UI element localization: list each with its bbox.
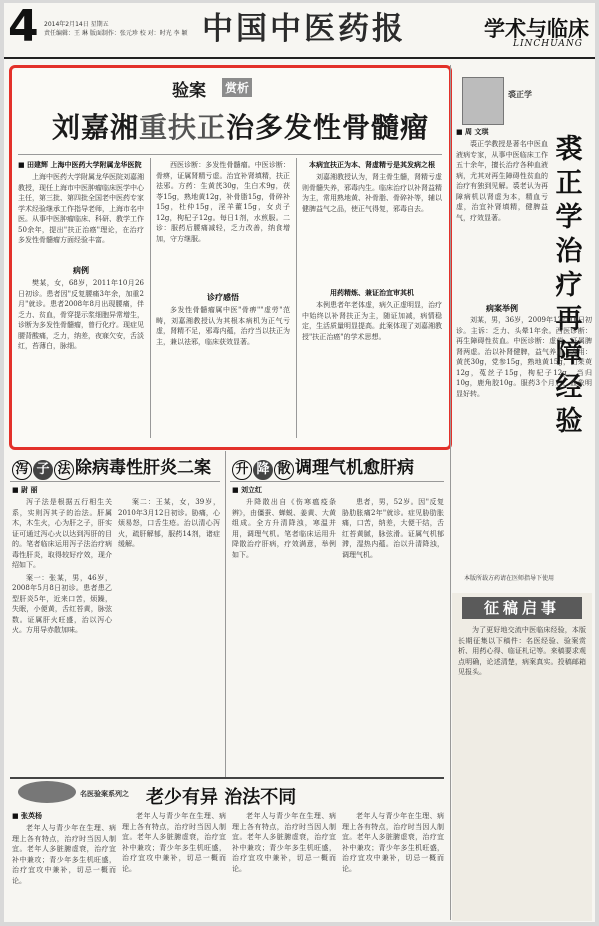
- bottom-text-col1: 老年人与青少年在生理、病理上各有特点，治疗时当因人制宜。老年人多脏腑虚衰，治疗宜补中兼攻；青少年多生机旺盛，治疗宜攻中兼补，切忌一概而论。: [12, 824, 116, 885]
- call-for-papers-box: [452, 593, 592, 921]
- section-title-en: LINCHUANG: [512, 39, 583, 49]
- series-badge: [18, 781, 76, 803]
- feature-col2-text: 西医诊断：多发性骨髓瘤。中医诊断：骨痹，证属肾精亏虚。治宜补肾填精，扶正祛邪。方药：生黄芪30g，生白术9g，茯苓15g，熟地黄12g，补骨脂15g，骨碎补15g，杜仲15g，淫羊藿15g，女贞子12g，枸杞子12g。每日1剂，水煎服。二诊：服药后腰痛减轻，乏力改善，纳食增加，守方继服。: [156, 161, 290, 243]
- feature-col3-subhead2: 用药精炼、兼证治宜审其机: [330, 289, 414, 297]
- headline-part-emphasis: 重扶正: [139, 111, 227, 144]
- call-for-papers-text: 为了更好地交流中医临床经验，本版长期征集以下稿件：名医经验、验案赏析、用药心得、临证札记等。来稿要求观点明确，论述清楚，病案真实。投稿邮箱见报头。: [458, 626, 586, 676]
- right-byline: ■ 周 文琪: [456, 128, 489, 136]
- feature-col3-subhead: 本病宜扶正为本、肾虚精亏是其发病之根: [309, 161, 435, 169]
- feature-article-box: [9, 65, 452, 450]
- masthead-logo: 中国中医药报: [202, 11, 406, 47]
- right-vertical-title: 裘正学治疗再障经验: [555, 134, 583, 437]
- feature-col2-subhead: 诊疗感悟: [207, 293, 239, 302]
- feature-col3-text: 刘嘉湘教授认为，肾主骨生髓，肾精亏虚则骨髓失养，邪毒内生。临床治疗以补肾益精为主，常用熟地黄、补骨脂、骨碎补等，辅以健脾益气之品，使正气得复，邪毒自去。: [302, 173, 442, 213]
- bottom-text-col2: 老年人与青少年在生理、病理上各有特点，治疗时当因人制宜。老年人多脏腑虚衰，治疗宜补中兼攻；青少年多生机旺盛，治疗宜攻中兼补，切忌一概而论。: [122, 812, 226, 873]
- article-left-byline: ■ 尉 丽: [12, 486, 38, 494]
- bottom-text-col4: 老年人与青少年在生理、病理上各有特点，治疗时当因人制宜。老年人多脏腑虚衰，治疗宜补中兼攻；青少年多生机旺盛，治疗宜攻中兼补，切忌一概而论。: [342, 812, 444, 873]
- divider: [18, 154, 442, 155]
- feature-col1-text: 上海中医药大学附属龙华医院刘嘉湘教授，现任上海市中医肿瘤临床医学中心主任，第三批、第四批全国老中医药专家学术经验继承工作指导老师，上海市名中医。从事中医肿瘤临床、科研、教学工作50余年，提出"扶正治癌"理论，在治疗多发性骨髓瘤方面经验丰富。: [18, 173, 144, 244]
- bottom-byline: ■ 张英杨: [12, 812, 43, 820]
- series-label: 名医验案系列之: [80, 790, 129, 798]
- headline-part-name: 刘嘉湘: [52, 111, 140, 144]
- column-rule: [296, 158, 297, 438]
- right-case-subhead: 病案举例: [486, 304, 518, 313]
- feature-headline: [52, 106, 429, 146]
- article-right-text: 升降散出自《伤寒瘟疫条辨》，由僵蚕、蝉蜕、姜黄、大黄组成。全方升清降浊，寒温并用，调理气机。笔者临床运用升降散治疗肝病，疗效满意，举例如下。: [232, 498, 336, 559]
- header-date: 2014年2月14日 星期五: [44, 21, 109, 28]
- feature-col3-text-b: 本例患者年老体虚，病久正虚明显，治疗中始终以补肾扶正为主，随证加减，病情稳定，生活质量明显提高。此案体现了刘嘉湘教授"扶正治癌"的学术思想。: [302, 301, 442, 341]
- bottom-headline: 老少有异 治法不同: [146, 787, 297, 808]
- article-left-text: 泻子法是根据五行相生关系，实则泻其子的治法。肝属木，木生火，心为肝之子，肝实证可通过泻心火以达到泻肝的目的。笔者临床运用泻子法治疗病毒性肝炎，取得较好疗效，现介绍如下。 案一：张某，男，46岁，2008年5月8日初诊。患者患乙型肝炎5年，近来口苦，烦躁，失眠，小便黄，舌红苔黄，脉弦数。证属肝火旺盛，治以泻心火。方用导赤散加味。: [12, 498, 112, 634]
- disclaimer: 本版所载方药请在医师指导下使用: [464, 575, 555, 582]
- article-right-text-b: 患者，男，52岁。因"反复胁肋胀痛2年"就诊。症见胁肋胀痛，口苦，纳差，大便干结，舌红苔黄腻，脉弦滑。证属气机郁滞，湿热内蕴。治以升清降浊，调理气机。: [342, 498, 444, 559]
- call-for-papers-title: 征稿启事: [462, 597, 582, 619]
- page-header: [4, 3, 595, 59]
- headline-part-rest: 治多发性骨髓瘤: [226, 111, 430, 144]
- newspaper-page: [4, 3, 595, 922]
- page-number: 4: [8, 3, 39, 52]
- column-rule: [225, 451, 226, 777]
- article-left-text-b: 案二：王某，女，39岁，2010年3月12日初诊。胁痛，心烦易怒，口舌生疮。治以清心泻火，疏肝解郁，服药14剂，诸症缓解。: [118, 498, 220, 548]
- right-case-text: 刘某，男，36岁，2009年12月10日初诊。主诉：乏力、头晕1年余。西医诊断：再生障碍性贫血。中医诊断：虚劳，证属脾肾两虚。治以补肾健脾，益气养血。方用：黄芪30g，党参15g，熟地黄15g，山茱萸12g，菟丝子15g，枸杞子12g，当归10g，鹿角胶10g。服药3个月后，血象明显好转。: [456, 316, 592, 398]
- feature-kicker-tag: 赏析: [222, 78, 252, 97]
- divider: [230, 481, 444, 482]
- header-credits: 责任编辑：王 琳 版面制作：张元珍 校 对：时光 李 颖: [44, 30, 188, 37]
- feature-col1-text-b: 樊某，女，68岁，2011年10月26日初诊。患者因"反复腰痛3年余，加重2月"就诊。患者2008年8月出现腰痛，伴乏力、贫血，骨穿提示浆细胞异常增生，诊断为多发性骨髓瘤，曾行化疗。现症见腰背酸痛，乏力，纳差，夜寐欠安，舌淡红，苔薄白，脉细。: [18, 279, 144, 350]
- portrait-caption: 裘正学: [508, 90, 532, 99]
- author-portrait: [462, 77, 504, 125]
- section-title: 学术与临床: [484, 17, 589, 41]
- divider: [10, 481, 220, 482]
- bottom-text-col3: 老年人与青少年在生理、病理上各有特点，治疗时当因人制宜。老年人多脏腑虚衰，治疗宜补中兼攻；青少年多生机旺盛，治疗宜攻中兼补，切忌一概而论。: [232, 812, 336, 873]
- divider: [10, 777, 444, 779]
- article-left-headline: 泻 子 法 除病毒性肝炎二案: [12, 453, 211, 480]
- feature-col2-text-b: 多发性骨髓瘤属中医"骨痹""虚劳"范畴，刘嘉湘教授认为其根本病机为正气亏虚，肾精不足，邪毒内蕴，治疗当以扶正为主，兼以祛邪，临床获效显著。: [156, 306, 290, 346]
- article-right-headline: 升 降 散 调理气机愈肝病: [232, 453, 414, 480]
- column-rule: [450, 65, 451, 920]
- right-intro-text: 裘正学教授是著名中医血液病专家，从事中医临床工作五十余年，擅长治疗各种血液病，尤其对再生障碍性贫血的治疗有独到见解。裘老认为再障病机以肾虚为本，精血亏虚，治宜补肾填精，健脾益气，疗效显著。: [456, 140, 548, 222]
- feature-byline: ■ 田建辉 上海中医药大学附属龙华医院: [18, 161, 142, 169]
- article-right-byline: ■ 刘立红: [232, 486, 263, 494]
- column-rule: [150, 158, 151, 438]
- feature-kicker: 验案: [172, 81, 206, 101]
- feature-col1-subhead: 病例: [73, 266, 89, 275]
